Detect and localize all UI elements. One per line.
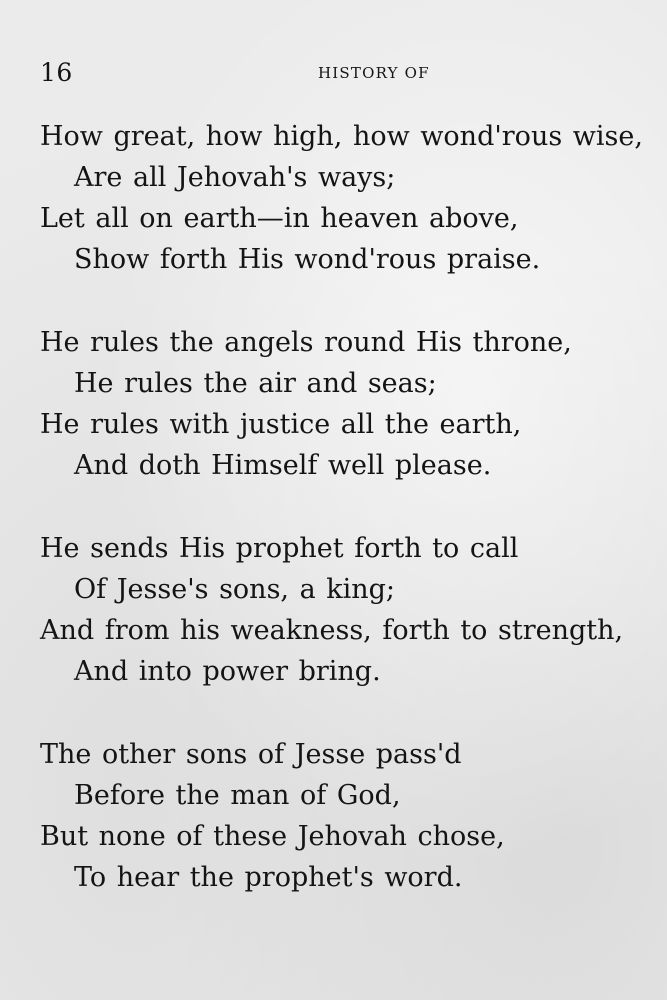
poem-line: And into power bring. bbox=[74, 656, 381, 687]
page-number: 16 bbox=[40, 58, 73, 87]
stanza-1 bbox=[0, 116, 667, 280]
poem-line: Show forth His wond'rous praise. bbox=[74, 244, 541, 275]
poem-line: He rules with justice all the earth, bbox=[40, 409, 522, 440]
poem-line: To hear the prophet's word. bbox=[74, 862, 463, 893]
stanza-2 bbox=[0, 322, 667, 486]
poem-line: But none of these Jehovah chose, bbox=[40, 821, 505, 852]
poem-line: Are all Jehovah's ways; bbox=[74, 162, 396, 193]
poem-line: He rules the angels round His throne, bbox=[40, 327, 572, 358]
poem-line: The other sons of Jesse pass'd bbox=[40, 739, 462, 770]
poem-line: Before the man of God, bbox=[74, 780, 401, 811]
poem-line: How great, how high, how wond'rous wise, bbox=[40, 121, 643, 152]
stanza-3 bbox=[0, 528, 667, 692]
stanza-4 bbox=[0, 734, 667, 898]
poem-line: Let all on earth—in heaven above, bbox=[40, 203, 519, 234]
poem-line: Of Jesse's sons, a king; bbox=[74, 574, 396, 605]
poem bbox=[0, 116, 667, 940]
poem-line: He rules the air and seas; bbox=[74, 368, 437, 399]
poem-line: He sends His prophet forth to call bbox=[40, 533, 519, 564]
poem-line: And from his weakness, forth to strength, bbox=[40, 615, 624, 646]
page-header bbox=[40, 58, 627, 90]
poem-line: And doth Himself well please. bbox=[74, 450, 492, 481]
running-head: HISTORY OF bbox=[318, 64, 430, 82]
